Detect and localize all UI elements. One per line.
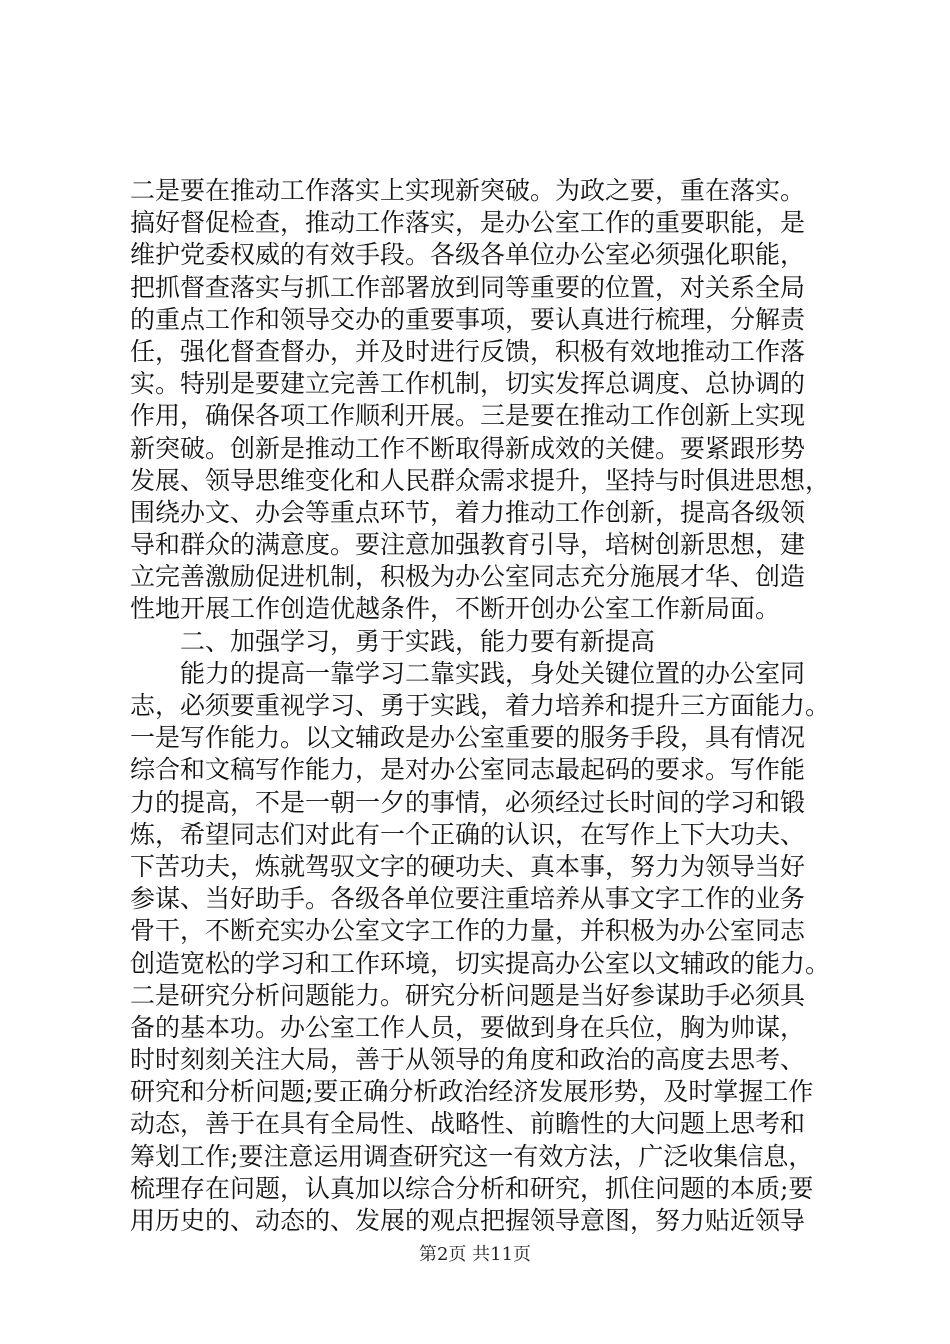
- text-line: 用历史的、动态的、发展的观点把握领导意图，努力贴近领导: [130, 1206, 806, 1235]
- page-footer: 第2页 共11页: [418, 1244, 532, 1265]
- text-line: 研究和分析问题;要正确分析政治经济发展形势，及时掌握工作: [130, 1077, 814, 1107]
- text-line: 筹划工作;要注意运用调查研究这一有效方法，广泛收集信息，: [130, 1141, 814, 1171]
- text-line: 导和群众的满意度。要注意加强教育引导，培树创新思想，建: [130, 530, 806, 560]
- text-line: 维护党委权威的有效手段。各级各单位办公室必须强化职能，: [130, 240, 806, 270]
- text-line: 发展、领导思维变化和人民群众需求提升，坚持与时俱进思想，: [130, 465, 831, 495]
- text-line: 的重点工作和领导交办的重要事项，要认真进行梳理，分解责: [130, 304, 806, 334]
- text-line: 创造宽松的学习和工作环境，切实提高办公室以文辅政的能力。: [130, 948, 831, 978]
- text-line: 围绕办文、办会等重点环节，着力推动工作创新，提高各级领: [130, 497, 806, 527]
- text-line: 参谋、当好助手。各级各单位要注重培养从事文字工作的业务: [130, 884, 806, 914]
- text-line: 立完善激励促进机制，积极为办公室同志充分施展才华、创造: [130, 562, 806, 592]
- section-heading: 二、加强学习，勇于实践，能力要有新提高: [180, 626, 656, 656]
- text-line: 一是写作能力。以文辅政是办公室重要的服务手段，具有情况: [130, 723, 806, 753]
- text-line: 把抓督查落实与抓工作部署放到同等重要的位置，对关系全局: [130, 272, 806, 302]
- text-line: 下苦功夫，炼就驾驭文字的硬功夫、真本事，努力为领导当好: [130, 851, 806, 881]
- text-line: 搞好督促检查，推动工作落实，是办公室工作的重要职能，是: [130, 208, 806, 238]
- text-line: 二是研究分析问题能力。研究分析问题是当好参谋助手必须具: [130, 980, 806, 1010]
- document-body: [130, 175, 830, 1237]
- text-line: 任，强化督查督办，并及时进行反馈，积极有效地推动工作落: [130, 336, 806, 366]
- text-line: 力的提高，不是一朝一夕的事情，必须经过长时间的学习和锻: [130, 787, 806, 817]
- text-line: 实。特别是要建立完善工作机制，切实发挥总调度、总协调的: [130, 369, 806, 399]
- text-line: 新突破。创新是推动工作不断取得新成效的关健。要紧跟形势: [130, 433, 806, 463]
- text-line: 二是要在推动工作落实上实现新突破。为政之要，重在落实。: [130, 176, 806, 205]
- text-line: 备的基本功。办公室工作人员，要做到身在兵位，胸为帅谋，: [130, 1012, 806, 1042]
- text-line: 骨干，不断充实办公室文字工作的力量，并积极为办公室同志: [130, 916, 806, 946]
- paragraph-first-line: 能力的提高一靠学习二靠实践，身处关键位置的办公室同: [180, 658, 806, 688]
- text-line: 炼，希望同志们对此有一个正确的认识，在写作上下大功夫、: [130, 819, 806, 849]
- text-line: 作用，确保各项工作顺利开展。三是要在推动工作创新上实现: [130, 401, 806, 431]
- text-line: 性地开展工作创造优越条件，不断开创办公室工作新局面。: [130, 594, 781, 624]
- text-line: 时时刻刻关注大局，善于从领导的角度和政治的高度去思考、: [130, 1045, 806, 1075]
- text-line: 动态，善于在具有全局性、战略性、前瞻性的大问题上思考和: [130, 1109, 806, 1139]
- text-line: 综合和文稿写作能力，是对办公室同志最起码的要求。写作能: [130, 755, 806, 785]
- text-line: 梳理存在问题，认真加以综合分析和研究，抓住问题的本质;要: [130, 1173, 814, 1203]
- text-line: 志，必须要重视学习、勇于实践，着力培养和提升三方面能力。: [130, 691, 831, 720]
